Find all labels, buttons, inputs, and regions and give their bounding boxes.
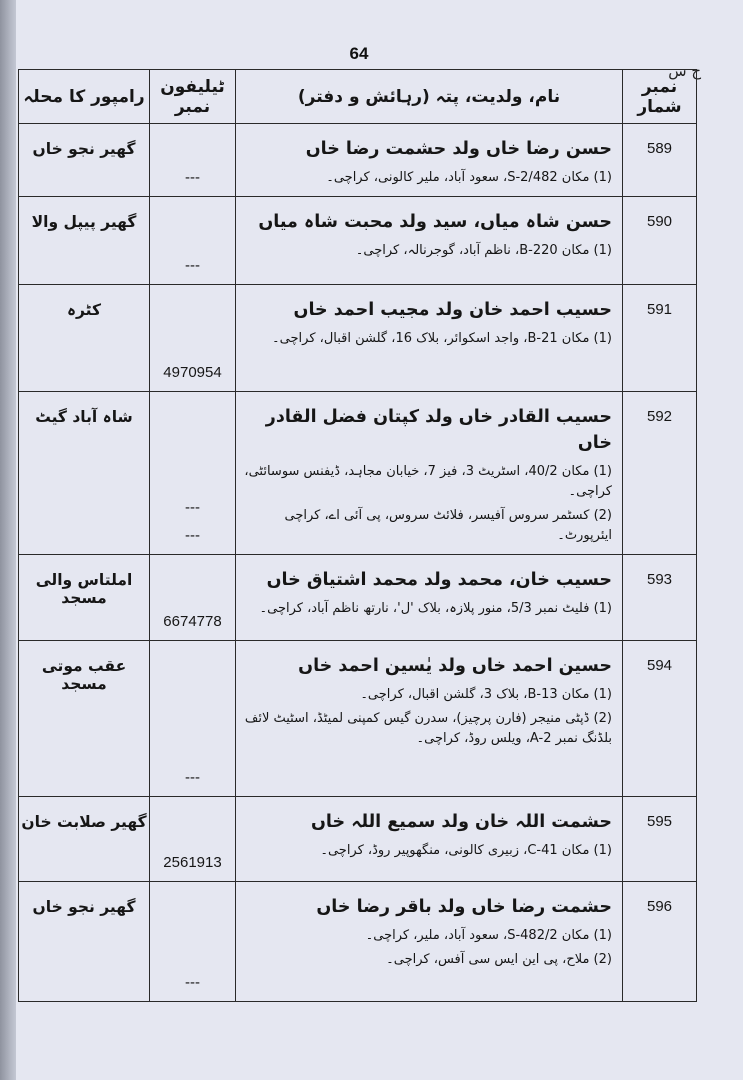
person-name: حسیب خان، محمد ولد محمد اشتیاق خاں (266, 570, 612, 590)
address-line: (1) مکان B-21، واجد اسکوائر، بلاک 16، گلشن اقبال، کراچی۔ (272, 331, 612, 346)
address-line: (1) مکان S-482/2، سعود آباد، ملیر، کراچی۔ (365, 928, 612, 943)
table-row (19, 882, 697, 1002)
area-cell: گھیر صلابت خان (19, 797, 150, 882)
table-row (19, 197, 697, 285)
phone-cell (150, 392, 236, 555)
table-row (19, 797, 697, 882)
address-line: (1) فلیٹ نمبر 5/3، منور پلازہ، بلاک 'ل'، نارتھ ناظم آباد، کراچی۔ (259, 601, 612, 616)
address-line: (1) مکان B-13، بلاک 3، گلشن اقبال، کراچی۔ (360, 687, 612, 702)
area-cell: شاہ آباد گیٹ (19, 392, 150, 555)
serial-number-cell: 595 (623, 797, 697, 882)
book-page (16, 0, 743, 1080)
phone-cell (150, 882, 236, 1002)
name-address-cell (236, 555, 623, 641)
area-cell: گھیر نجو خاں (19, 882, 150, 1002)
header-phone: ٹیلیفون نمبر (150, 70, 236, 124)
phone-number: --- (185, 257, 200, 274)
table-row (19, 641, 697, 797)
person-name: حسن رضا خاں ولد حشمت رضا خاں (305, 139, 612, 159)
name-address-cell (236, 197, 623, 285)
address-line: (1) مکان B-220، ناظم آباد، گوجرنالہ، کراچی۔ (355, 243, 612, 258)
table-header-row (19, 70, 697, 124)
table-body (19, 124, 697, 1002)
address-line: (1) مکان S-2/482، سعود آباد، ملیر کالونی، کراچی۔ (326, 170, 612, 185)
area-cell: گھیر پیپل والا (19, 197, 150, 285)
serial-number-cell: 593 (623, 555, 697, 641)
person-name: حشمت اللہ خان ولد سمیع اللہ خاں (310, 812, 612, 832)
person-name: حسیب احمد خان ولد مجیب احمد خاں (293, 300, 612, 320)
page-number: 64 (349, 44, 369, 63)
name-address-cell (236, 392, 623, 555)
table-row (19, 392, 697, 555)
phone-cell (150, 555, 236, 641)
phone-cell (150, 285, 236, 392)
address-line: (2) ڈپٹی منیجر (فارن پرچیز)، سدرن گیس کمپنی لمیٹڈ، اسٹیٹ لائف بلڈنگ نمبر A-2، ویلس روڈ، کراچی۔ (244, 711, 612, 746)
person-name: حسن شاہ میاں، سید ولد محبت شاہ میاں (258, 212, 612, 232)
phone-cell (150, 197, 236, 285)
table-row (19, 124, 697, 197)
phone-number: 2561913 (163, 854, 222, 871)
area-cell: گھیر نجو خاں (19, 124, 150, 197)
address-line: (2) کسٹمر سروس آفیسر، فلائٹ سروس، پی آئی اے، کراچی ایئرپورٹ۔ (284, 508, 612, 543)
phone-cell (150, 797, 236, 882)
phone-number: --- (185, 499, 200, 516)
phone-cell (150, 641, 236, 797)
header-serial: نمبر شمار (623, 70, 697, 124)
phone-cell (150, 124, 236, 197)
table-row (19, 285, 697, 392)
serial-number-cell: 590 (623, 197, 697, 285)
phone-number: --- (185, 769, 200, 786)
phone-number: --- (185, 974, 200, 991)
phone-number: --- (185, 527, 200, 544)
area-cell: کٹرہ (19, 285, 150, 392)
person-name: حسین احمد خاں ولد یٰسین احمد خاں (298, 656, 612, 676)
serial-number-cell: 596 (623, 882, 697, 1002)
header-area: رامپور کا محلہ (19, 70, 150, 124)
area-cell: املتاس والی مسجد (19, 555, 150, 641)
name-address-cell (236, 641, 623, 797)
serial-number-cell: 594 (623, 641, 697, 797)
member-directory-table (18, 69, 697, 1002)
serial-number-cell: 589 (623, 124, 697, 197)
person-name: حسیب القادر خاں ولد کپتان فضل القادر خاں (265, 407, 612, 453)
address-line: (1) مکان 40/2، اسٹریٹ 3، فیز 7، خیابان مجاہد، ڈیفنس سوسائٹی، کراچی۔ (244, 464, 612, 499)
address-line: (1) مکان C-41، زبیری کالونی، منگھوپیر روڈ، کراچی۔ (320, 843, 612, 858)
table-row (19, 555, 697, 641)
area-cell: عقب موتی مسجد (19, 641, 150, 797)
corner-handwritten-mark: ح س (668, 62, 701, 80)
address-line: (2) ملاح، پی این ایس سی آفس، کراچی۔ (386, 952, 612, 967)
name-address-cell (236, 124, 623, 197)
phone-number: 4970954 (163, 364, 222, 381)
phone-number: 6674778 (163, 613, 222, 630)
name-address-cell (236, 882, 623, 1002)
name-address-cell (236, 285, 623, 392)
serial-number-cell: 592 (623, 392, 697, 555)
serial-number-cell: 591 (623, 285, 697, 392)
phone-number: --- (185, 169, 200, 186)
header-name: نام، ولدیت، پتہ (رہائش و دفتر) (236, 70, 623, 124)
name-address-cell (236, 797, 623, 882)
person-name: حشمت رضا خاں ولد باقر رضا خاں (316, 897, 612, 917)
